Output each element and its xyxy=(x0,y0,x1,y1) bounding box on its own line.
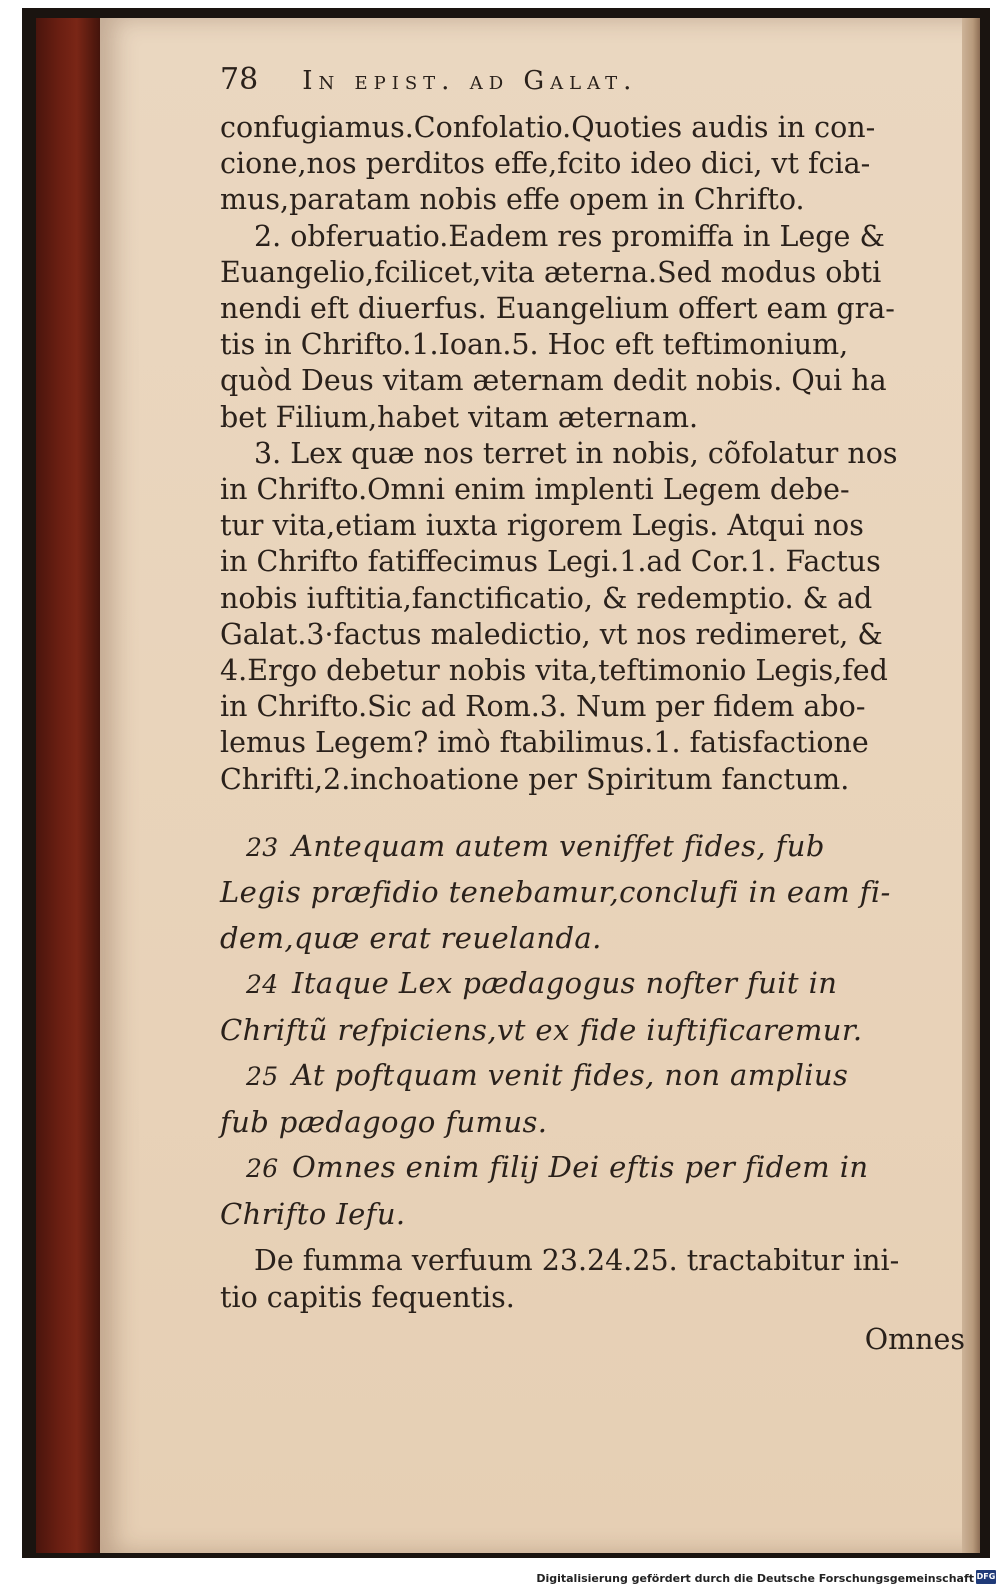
digitization-credit: Digitalisierung gefördert durch die Deutsche Forschungsgemeinschaft xyxy=(536,1572,974,1585)
verse-line xyxy=(220,824,875,871)
text-line: Galat.3·factus maledictio, vt nos redimeret, & xyxy=(220,617,883,651)
verse-number: 25 xyxy=(246,1062,279,1092)
verse-line xyxy=(220,916,875,962)
verse-text: Chriftũ refpiciens,vt ex fide iuftificaremur. xyxy=(220,1012,863,1047)
paragraph-3 xyxy=(220,436,898,798)
verse-number: 24 xyxy=(246,970,279,1000)
text-line: 3. Lex quæ nos terret in nobis, cõfolatur nos xyxy=(254,436,898,470)
running-head xyxy=(220,62,875,110)
text-line: lemus Legem? imò ftabilimus.1. fatisfactione xyxy=(220,726,869,760)
text-line: 4.Ergo debetur nobis vita,teftimonio Legis,fed xyxy=(220,654,888,688)
text-line: quòd Deus vitam æternam dedit nobis. Qui ha xyxy=(220,364,887,398)
text-line: Chrifti,2.inchoatione per Spiritum fanctum. xyxy=(220,762,850,796)
running-title: In epist. ad Galat. xyxy=(302,66,638,96)
text-line: tis in Chrifto.1.Ioan.5. Hoc eft teftimonium, xyxy=(220,328,849,362)
text-line: nendi eft diuerfus. Euangelium offert eam gra- xyxy=(220,292,895,326)
verse-text: Itaque Lex pædagogus nofter fuit in xyxy=(292,966,838,1001)
text-line: tio capitis fequentis. xyxy=(220,1280,515,1314)
text-line: in Chrifto fatiffecimus Legi.1.ad Cor.1. Factus xyxy=(220,545,881,579)
text-line: confugiamus.Confolatio.Quoties audis in con- xyxy=(220,111,876,144)
verse-line xyxy=(220,1192,875,1238)
verse-line xyxy=(220,1053,875,1100)
verse-text: Legis præfidio tenebamur,conclufi in eam fi- xyxy=(220,875,891,910)
text-line: Euangelio,fcilicet,vita æterna.Sed modus obti xyxy=(220,255,882,289)
page-number: 78 xyxy=(220,62,259,97)
verse-text: dem,quæ erat reuelanda. xyxy=(220,920,602,955)
text-line: in Chrifto.Sic ad Rom.3. Num per fidem abo- xyxy=(220,690,866,724)
dfg-logo: DFG xyxy=(976,1570,996,1584)
verse-text: Antequam autem veniffet fides, fub xyxy=(292,828,825,863)
text-line: De fumma verfuum 23.24.25. tractabitur ini- xyxy=(254,1244,900,1278)
verse-number: 26 xyxy=(246,1154,279,1184)
closing-note xyxy=(220,1243,900,1315)
text-line: in Chrifto.Omni enim implenti Legem debe- xyxy=(220,473,850,507)
verse-number: 23 xyxy=(246,832,279,862)
verse-text: At poftquam venit fides, non amplius xyxy=(292,1058,849,1093)
text-block xyxy=(220,62,965,1360)
text-line: tur vita,etiam iuxta rigorem Legis. Atqui nos xyxy=(220,509,864,543)
verse-line xyxy=(220,1008,875,1054)
paragraph-1 xyxy=(220,110,875,219)
verse-line xyxy=(220,1100,875,1146)
text-line: bet Filium,habet vitam æternam. xyxy=(220,400,699,434)
verse-line xyxy=(220,1145,875,1192)
verse-line xyxy=(220,870,891,916)
text-line: nobis iuftitia,fanctificatio, & redemptio. & ad xyxy=(220,581,873,615)
verse-text: Chrifto Iefu. xyxy=(220,1196,406,1231)
book-binding xyxy=(36,18,104,1553)
text-line: cione,nos perditos effe,fcito ideo dici, vt fcia- xyxy=(220,147,871,181)
scripture-verses xyxy=(220,824,891,1238)
catchword: Omnes xyxy=(864,1322,965,1356)
paragraph-2 xyxy=(220,219,895,436)
text-line: mus,paratam nobis effe opem in Chrifto. xyxy=(220,183,805,217)
text-line: 2. obferuatio.Eadem res promiffa in Lege & xyxy=(254,219,885,253)
verse-line xyxy=(220,961,875,1008)
verse-text: fub pædagogo fumus. xyxy=(220,1104,548,1139)
verse-text: Omnes enim filij Dei eftis per fidem in xyxy=(292,1150,869,1185)
